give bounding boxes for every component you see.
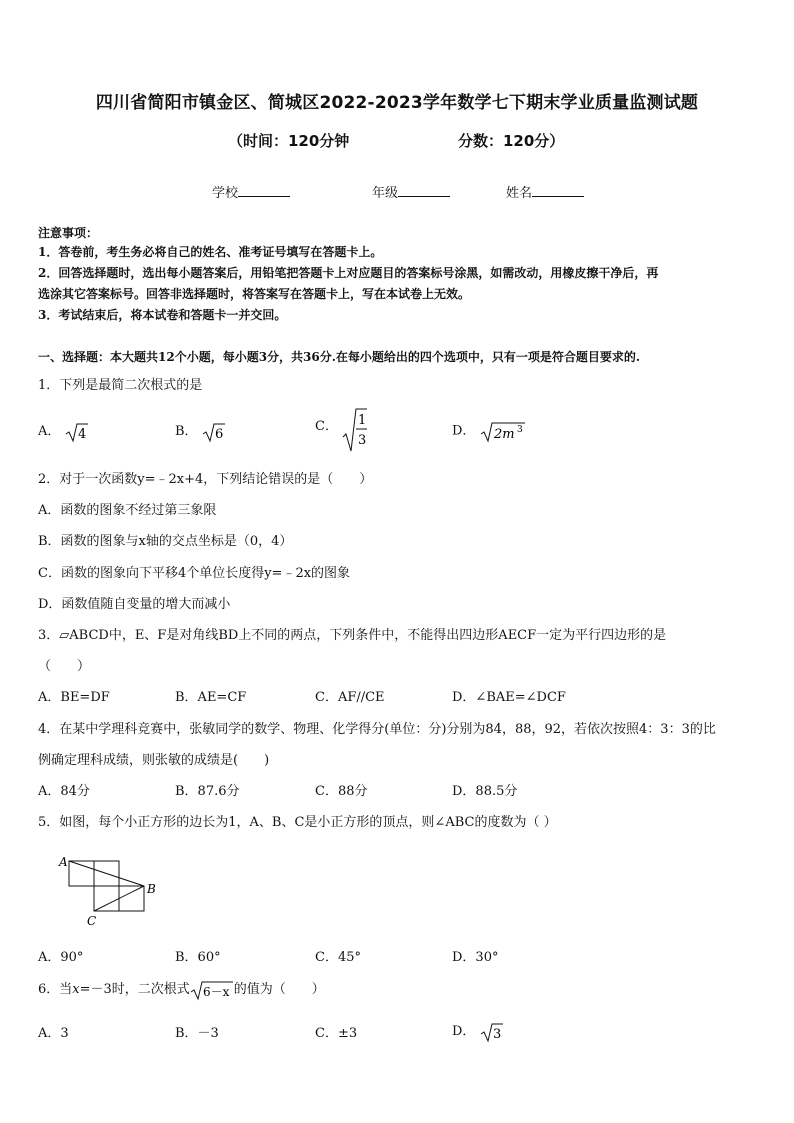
q5-option-d: D．30° (452, 950, 499, 965)
sqrt-sign (202, 421, 226, 443)
q5-option-c: C．45° (315, 950, 361, 965)
q6-d-radicand: 3 (492, 1026, 501, 1042)
q1-d-radicand: 2m (493, 427, 515, 442)
q2-option-a: A．函数的图象不经过第三象限 (38, 503, 217, 518)
question-2-stem: 2．对于一次函数y=﹣2x+4，下列结论错误的是（ ） (38, 472, 373, 487)
q1-d-exponent: 3 (516, 425, 523, 435)
q3-option-a: A．BE=DF (38, 690, 110, 705)
q1-d-label: D． (452, 423, 476, 439)
q4-option-a: A．84分 (38, 784, 90, 799)
q4-option-c: C．88分 (315, 784, 368, 799)
q5-option-b: B．60° (175, 950, 221, 965)
grade-blank (398, 184, 450, 197)
q4-option-b: B．87.6分 (175, 784, 240, 799)
q5-option-a: A．90° (38, 950, 84, 965)
figure-label-a: A (59, 855, 68, 869)
grade-label: 年级 (372, 186, 399, 201)
exam-time: （时间：120分钟 (228, 132, 350, 150)
note-item-2: 2．回答选择题时，选出每小题答案后，用铅笔把答题卡上对应题目的答案标号涂黑，如需改动，用橡皮擦干净后，再 (38, 266, 659, 280)
q6-option-a: A．3 (38, 1026, 69, 1041)
exam-score: 分数：120分） (458, 132, 565, 150)
figure-label-c: C (87, 914, 97, 928)
question-3-stem: 3．▱ABCD中，E、F是对角线BD上不同的两点，下列条件中，不能得出四边形AECF一定为平行四边形的是 (38, 628, 667, 643)
q6-radicand: 6－x (202, 984, 230, 999)
q3-option-c: C．AF//CE (315, 690, 385, 705)
school-field (212, 182, 290, 201)
q1-option-b (175, 420, 226, 443)
q4-option-d: D．88.5分 (452, 784, 518, 799)
q6-variable: x (72, 982, 80, 997)
sqrt-sign (480, 419, 526, 443)
sqrt-fraction (342, 407, 368, 453)
q6-stem-middle: =－3时，二次根式 (79, 982, 190, 997)
q1-a-radicand: 4 (77, 426, 86, 442)
q6-sqrt (190, 979, 234, 1001)
q1-c-numerator: 1 (358, 413, 367, 428)
q6-d-label: D． (452, 1024, 476, 1039)
q1-a-label: A． (38, 424, 61, 439)
question-6-stem (38, 978, 325, 1001)
q6-option-b: B．－3 (175, 1026, 219, 1041)
name-field (506, 182, 584, 201)
figure-label-b: B (147, 882, 156, 896)
q1-b-radicand: 6 (214, 426, 223, 442)
question-3-stem-cont: （ ） (38, 659, 91, 674)
section-heading: 一、选择题：本大题共12个小题，每小题3分，共36分.在每小题给出的四个选项中，只有一项是符合题目要求的. (38, 350, 641, 364)
question-4-stem-cont: 例确定理科成绩，则张敏的成绩是( ) (38, 753, 270, 768)
question-4-stem: 4．在某中学理科竞赛中，张敏同学的数学、物理、化学得分(单位：分)分别为84，88，92，若依次按照4：3：3的比 (38, 722, 716, 737)
school-label: 学校 (212, 186, 239, 201)
q1-option-d (452, 419, 526, 443)
name-blank (532, 184, 584, 197)
q1-c-label: C． (315, 418, 338, 434)
sqrt-sign (480, 1021, 504, 1043)
note-item-1: 1．答卷前，考生务必将自己的姓名、准考证号填写在答题卡上。 (38, 245, 383, 259)
note-item-2-cont: 选涂其它答案标号。回答非选择题时，将答案写在答题卡上，写在本试卷上无效。 (38, 287, 471, 301)
grade-field (372, 182, 450, 201)
q6-stem-prefix: 6．当 (38, 982, 73, 997)
notes-heading: 注意事项： (38, 226, 99, 240)
question-1-stem: 1．下列是最简二次根式的是 (38, 378, 203, 393)
name-label: 姓名 (506, 186, 533, 201)
q1-option-c (315, 407, 368, 453)
q1-option-a (38, 420, 89, 443)
school-blank (238, 184, 290, 197)
note-item-3: 3．考试结束后，将本试卷和答题卡一并交回。 (38, 308, 287, 322)
question-5-stem: 5．如图，每个小正方形的边长为1，A、B、C是小正方形的顶点，则∠ABC的度数为（ ） (38, 815, 557, 830)
sqrt-sign (65, 421, 89, 443)
q6-stem-suffix: 的值为（ ） (233, 982, 325, 997)
q1-b-label: B． (175, 424, 198, 439)
q6-option-c: C．±3 (315, 1026, 358, 1041)
q2-option-b: B．函数的图象与x轴的交点坐标是（0，4） (38, 534, 293, 549)
q3-option-d: D．∠BAE=∠DCF (452, 690, 566, 705)
q3-option-b: B．AE=CF (175, 690, 247, 705)
q2-option-d: D．函数值随自变量的增大而减小 (38, 597, 231, 612)
q2-option-c: C．函数的图象向下平移4个单位长度得y=﹣2x的图象 (38, 566, 351, 581)
q1-c-denominator: 3 (358, 433, 367, 448)
grid-figure (56, 852, 166, 932)
exam-title: 四川省简阳市镇金区、简城区2022-2023学年数学七下期末学业质量监测试题 (95, 93, 699, 113)
q6-option-d (452, 1020, 504, 1043)
